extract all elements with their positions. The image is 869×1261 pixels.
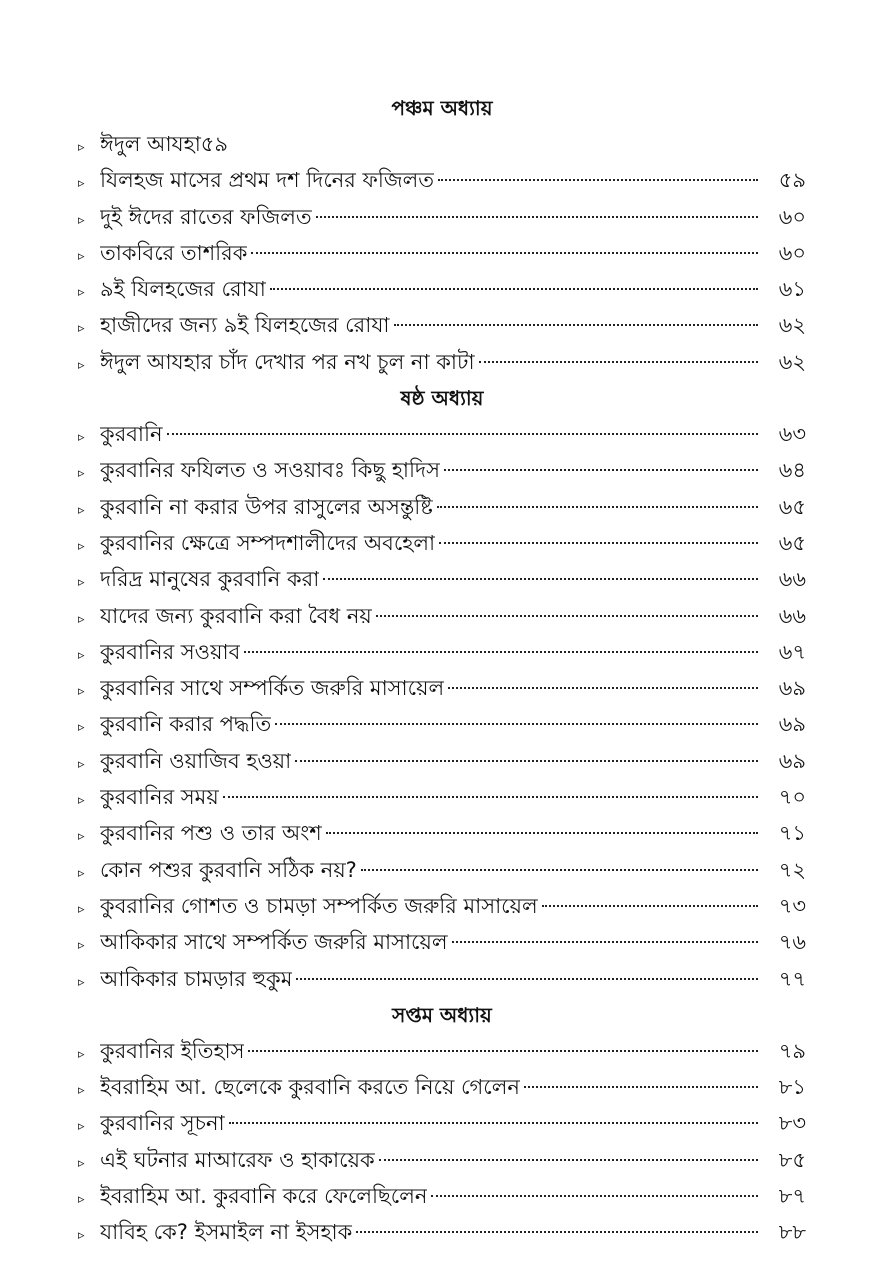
triangle-bullet-icon: ▹ xyxy=(78,1228,85,1244)
toc-entry[interactable] xyxy=(78,634,806,670)
triangle-bullet-icon: ▹ xyxy=(78,575,85,591)
dotted-leader xyxy=(394,324,758,326)
entry-page-number: ৬১ xyxy=(778,277,806,302)
toc-entry[interactable] xyxy=(78,1214,806,1250)
triangle-bullet-icon: ▹ xyxy=(78,538,85,554)
entry-page-number: ৮৫ xyxy=(778,1147,806,1172)
dotted-leader xyxy=(244,651,758,653)
toc-entry[interactable] xyxy=(78,1033,806,1069)
triangle-bullet-icon: ▹ xyxy=(78,176,85,192)
triangle-bullet-icon: ▹ xyxy=(78,248,85,264)
entry-page-number: ৬০ xyxy=(778,204,806,229)
entry-title: হাজীদের জন্য ৯ই যিলহজের রোযা xyxy=(100,313,390,338)
triangle-bullet-icon: ▹ xyxy=(78,611,85,627)
toc-entry[interactable] xyxy=(78,1105,806,1141)
dotted-leader xyxy=(444,469,758,471)
dotted-leader xyxy=(524,1086,758,1088)
toc-entry[interactable] xyxy=(78,1142,806,1178)
triangle-bullet-icon: ▹ xyxy=(78,321,85,337)
entry-title: দরিদ্র মানুষের কুরবানি করা xyxy=(100,567,320,592)
toc-entry[interactable] xyxy=(78,416,806,452)
chapter-heading: পঞ্চম অধ্যায় xyxy=(391,96,493,120)
chapter-heading: ষষ্ঠ অধ্যায় xyxy=(400,386,484,411)
entry-title: যাবিহ কে? ইসমাইল না ইসহাক xyxy=(100,1220,353,1245)
dotted-leader xyxy=(542,905,758,907)
toc-entry[interactable] xyxy=(78,162,806,198)
toc-entry[interactable] xyxy=(78,924,806,960)
toc-entry[interactable] xyxy=(78,961,806,997)
entry-page-number: ৭৩ xyxy=(778,893,806,918)
toc-entry[interactable] xyxy=(78,344,806,380)
entry-title: এই ঘটনার মাআরেফ ও হাকায়েক xyxy=(100,1147,375,1172)
toc-entry[interactable] xyxy=(78,452,806,488)
entry-page-number: ৬৭ xyxy=(778,639,806,664)
toc-entry[interactable] xyxy=(78,271,806,307)
triangle-bullet-icon: ▹ xyxy=(78,1155,85,1171)
dotted-leader xyxy=(439,542,758,544)
entry-title: কুরবানির ফযিলত ও সওয়াবঃ কিছু হাদিস xyxy=(100,458,440,483)
dotted-leader xyxy=(376,615,758,617)
entry-page-number: ৬৩ xyxy=(778,422,806,447)
entry-page-number: ৭১ xyxy=(778,821,806,846)
entry-title: যাদের জন্য কুরবানি করা বৈধ নয় xyxy=(100,603,372,628)
entry-page-number: ৭৯ xyxy=(778,1038,806,1063)
toc-entry[interactable] xyxy=(78,1069,806,1105)
chapter-heading: সপ্তম অধ্যায় xyxy=(392,1002,492,1027)
entry-page-number: ৬৫ xyxy=(778,494,806,519)
dotted-leader xyxy=(251,252,758,254)
toc-entry[interactable] xyxy=(78,815,806,851)
entry-title: কুরবানি করার পদ্ধতি xyxy=(100,712,272,737)
dotted-leader xyxy=(479,361,758,363)
triangle-bullet-icon: ▹ xyxy=(78,974,85,990)
dotted-leader xyxy=(448,687,758,689)
dotted-leader xyxy=(356,1231,758,1233)
entry-page-number: ৫৯ xyxy=(778,168,806,193)
toc-entry[interactable] xyxy=(78,706,806,742)
dotted-leader xyxy=(326,832,758,834)
entry-title: কুরবানির সাথে সম্পর্কিত জরুরি মাসায়েল xyxy=(100,676,445,701)
toc-entry[interactable] xyxy=(78,598,806,634)
dotted-leader xyxy=(248,1050,758,1052)
entry-title: ইবরাহিম আ. কুরবানি করে ফেলেছিলেন xyxy=(100,1184,428,1209)
entry-title: কুরবানির সওয়াব xyxy=(100,639,241,664)
dotted-leader xyxy=(295,760,758,762)
toc-entry[interactable] xyxy=(78,489,806,525)
triangle-bullet-icon: ▹ xyxy=(78,865,85,881)
triangle-bullet-icon: ▹ xyxy=(78,357,85,373)
entry-title: কুরবানির সময় xyxy=(100,785,219,810)
entry-page-number: ৬৯ xyxy=(778,712,806,737)
entry-page-number: ৮৮ xyxy=(778,1220,806,1245)
entry-page-number: ৮৩ xyxy=(778,1111,806,1136)
triangle-bullet-icon: ▹ xyxy=(78,466,85,482)
toc-entry[interactable] xyxy=(78,199,806,235)
toc-entry[interactable] xyxy=(78,126,806,162)
triangle-bullet-icon: ▹ xyxy=(78,1046,85,1062)
triangle-bullet-icon: ▹ xyxy=(78,720,85,736)
entry-title: ৯ই যিলহজের রোযা xyxy=(100,277,266,302)
triangle-bullet-icon: ▹ xyxy=(78,1083,85,1099)
triangle-bullet-icon: ▹ xyxy=(78,430,85,446)
dotted-leader xyxy=(275,723,758,725)
dotted-leader xyxy=(229,1122,758,1124)
triangle-bullet-icon: ▹ xyxy=(78,938,85,954)
toc-entry[interactable] xyxy=(78,525,806,561)
entry-page-number: ৮১ xyxy=(778,1075,806,1100)
entry-title: কুরবানির পশু ও তার অংশ xyxy=(100,821,322,846)
triangle-bullet-icon: ▹ xyxy=(78,212,85,228)
toc-entry[interactable] xyxy=(78,307,806,343)
entry-title: আকিকার চামড়ার হুকুম xyxy=(100,966,293,991)
dotted-leader xyxy=(316,216,758,218)
entry-title: কুবরানির গোশত ও চামড়া সম্পর্কিত জরুরি মাসায়েল xyxy=(100,893,538,918)
triangle-bullet-icon: ▹ xyxy=(78,756,85,772)
entry-title: কোন পশুর কুরবানি সঠিক নয়? xyxy=(100,857,357,882)
triangle-bullet-icon: ▹ xyxy=(78,140,85,155)
triangle-bullet-icon: ▹ xyxy=(78,901,85,917)
entry-page-number: ৬৬ xyxy=(778,603,806,628)
entry-title: ইবরাহিম আ. ছেলেকে কুরবানি করতে নিয়ে গেলেন xyxy=(100,1075,520,1100)
entry-page-number: ৭৭ xyxy=(778,966,806,991)
entry-title: ঈদুল আযহার চাঁদ দেখার পর নখ চুল না কাটা xyxy=(100,349,475,374)
entry-title: যিলহজ মাসের প্রথম দশ দিনের ফজিলত xyxy=(100,168,435,193)
entry-page-number: ৬৯ xyxy=(778,748,806,773)
entry-title: দুই ঈদের রাতের ফজিলত xyxy=(100,204,312,229)
entry-page-number: ৭০ xyxy=(778,785,806,810)
dotted-leader xyxy=(431,1195,758,1197)
toc-entry[interactable] xyxy=(78,670,806,706)
entry-title: কুরবানি না করার উপর রাসুলের অসন্তুষ্টি xyxy=(100,494,433,519)
entry-page-number: ৬৫ xyxy=(778,530,806,555)
dotted-leader xyxy=(270,288,758,290)
triangle-bullet-icon: ▹ xyxy=(78,285,85,301)
triangle-bullet-icon: ▹ xyxy=(78,647,85,663)
entry-title: কুরবানির সূচনা xyxy=(100,1111,225,1136)
toc-entry[interactable] xyxy=(78,1178,806,1214)
toc-entry[interactable] xyxy=(78,888,806,924)
dotted-leader xyxy=(437,506,758,508)
entry-page-number: ৭৬ xyxy=(778,930,806,955)
toc-entry[interactable] xyxy=(78,779,806,815)
toc-entry[interactable] xyxy=(78,235,806,271)
dotted-leader xyxy=(223,796,758,798)
entry-page-number: ৬২ xyxy=(778,313,806,338)
entry-title: তাকবিরে তাশরিক xyxy=(100,240,248,265)
triangle-bullet-icon: ▹ xyxy=(78,1192,85,1208)
entry-page-number: ৬৬ xyxy=(778,567,806,592)
entry-title: কুরবানি ওয়াজিব হওয়া xyxy=(100,748,292,773)
dotted-leader xyxy=(296,978,758,980)
entry-page-number: ৬০ xyxy=(778,240,806,265)
toc-entry[interactable] xyxy=(78,743,806,779)
toc-entry[interactable] xyxy=(78,561,806,597)
dotted-leader xyxy=(323,578,758,580)
entry-title: ঈদুল আযহা৫৯ xyxy=(100,132,229,156)
entry-page-number: ৭২ xyxy=(778,857,806,882)
table-of-contents xyxy=(78,90,806,1251)
triangle-bullet-icon: ▹ xyxy=(78,793,85,809)
entry-title: আকিকার সাথে সম্পর্কিত জরুরি মাসায়েল xyxy=(100,930,448,955)
entry-title: কুরবানি xyxy=(100,422,163,447)
dotted-leader xyxy=(452,941,758,943)
triangle-bullet-icon: ▹ xyxy=(78,1119,85,1135)
entry-page-number: ৬২ xyxy=(778,349,806,374)
entry-page-number: ৮৭ xyxy=(778,1184,806,1209)
dotted-leader xyxy=(379,1159,758,1161)
entry-page-number: ৬৯ xyxy=(778,676,806,701)
triangle-bullet-icon: ▹ xyxy=(78,502,85,518)
dotted-leader xyxy=(361,869,758,871)
toc-entry[interactable] xyxy=(78,852,806,888)
entry-title: কুরবানির ক্ষেত্রে সম্পদশালীদের অবহেলা xyxy=(100,530,436,555)
dotted-leader xyxy=(167,433,758,435)
entry-page-number: ৬৪ xyxy=(778,458,806,483)
triangle-bullet-icon: ▹ xyxy=(78,829,85,845)
entry-title: কুরবানির ইতিহাস xyxy=(100,1038,245,1063)
dotted-leader xyxy=(438,179,758,181)
triangle-bullet-icon: ▹ xyxy=(78,684,85,700)
